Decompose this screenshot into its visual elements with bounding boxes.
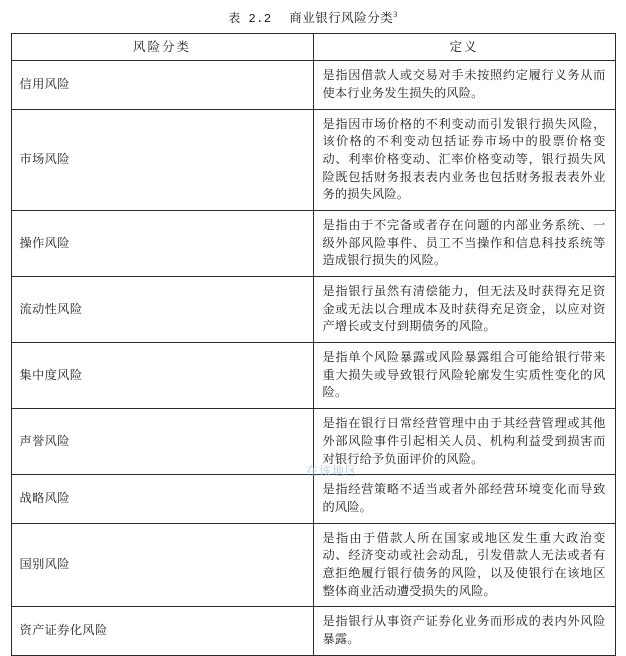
table-row [11,61,615,109]
column-header-definition: 定义 [313,34,615,61]
table-row [11,409,615,475]
cell-category: 资产证券化风险 [11,607,313,655]
table-caption-number: 表 2.2 [228,12,272,26]
cell-definition: 是指因市场价格的不利变动而引发银行损失风险，该价格的不利变动包括证券市场中的股票价格变动、利率价格变动、汇率价格变动等，银行损失风险既包括财务报表表内业务也包括财务报表表外业务的损失风险。 [313,109,615,210]
cell-category: 操作风险 [11,210,313,276]
cell-definition: 是指由于不完备或者存在问题的内部业务系统、一级外部风险事件、员工不当操作和信息科技系统等造成银行损失的风险。 [313,210,615,276]
table-row [11,277,615,343]
table-body [11,61,615,656]
table-caption-footnote-marker: 3 [393,9,398,19]
cell-definition: 是指银行从事资产证券化业务而形成的表内外风险暴露。 [313,607,615,655]
cell-category: 战略风险 [11,475,313,523]
table-row [11,523,615,607]
cell-category: 国别风险 [11,523,313,607]
cell-category: 流动性风险 [11,277,313,343]
risk-classification-table [11,33,616,656]
table-row [11,475,615,523]
table-caption [10,8,616,26]
table-row [11,607,615,655]
cell-category: 信用风险 [11,61,313,109]
cell-definition: 是指银行虽然有清偿能力，但无法及时获得充足资金或无法以合理成本及时获得充足资金，以应对资产增长或支付到期债务的风险。 [313,277,615,343]
cell-category: 声誉风险 [11,409,313,475]
cell-category: 集中度风险 [11,343,313,409]
column-header-category: 风险分类 [11,34,313,61]
cell-category: 市场风险 [11,109,313,210]
table-row [11,210,615,276]
cell-definition: 是指单个风险暴露或风险暴露组合可能给银行带来重大损失或导致银行风险轮廓发生实质性变化的风险。 [313,343,615,409]
table-row [11,109,615,210]
watermark-text: 在该地区 [306,464,359,478]
cell-definition: 是指经营策略不适当或者外部经营环境变化而导致的风险。 [313,475,615,523]
table-header [11,34,615,61]
cell-definition: 是指由于借款人所在国家或地区发生重大政治变动、经济变动或社会动乱，引发借款人无法或者有意拒绝履行银行债务的风险，以及使银行在该地区整体商业活动遭受损失的风险。 [313,523,615,607]
table-caption-title: 商业银行风险分类 [289,11,394,25]
table-row [11,343,615,409]
table-header-row [11,34,615,61]
cell-definition: 是指在银行日常经营管理中由于其经营管理或其他外部风险事件引起相关人员、机构利益受到损害而对银行给予负面评价的风险。 [313,409,615,475]
cell-definition: 是指因借款人或交易对手未按照约定履行义务从而使本行业务发生损失的风险。 [313,61,615,109]
